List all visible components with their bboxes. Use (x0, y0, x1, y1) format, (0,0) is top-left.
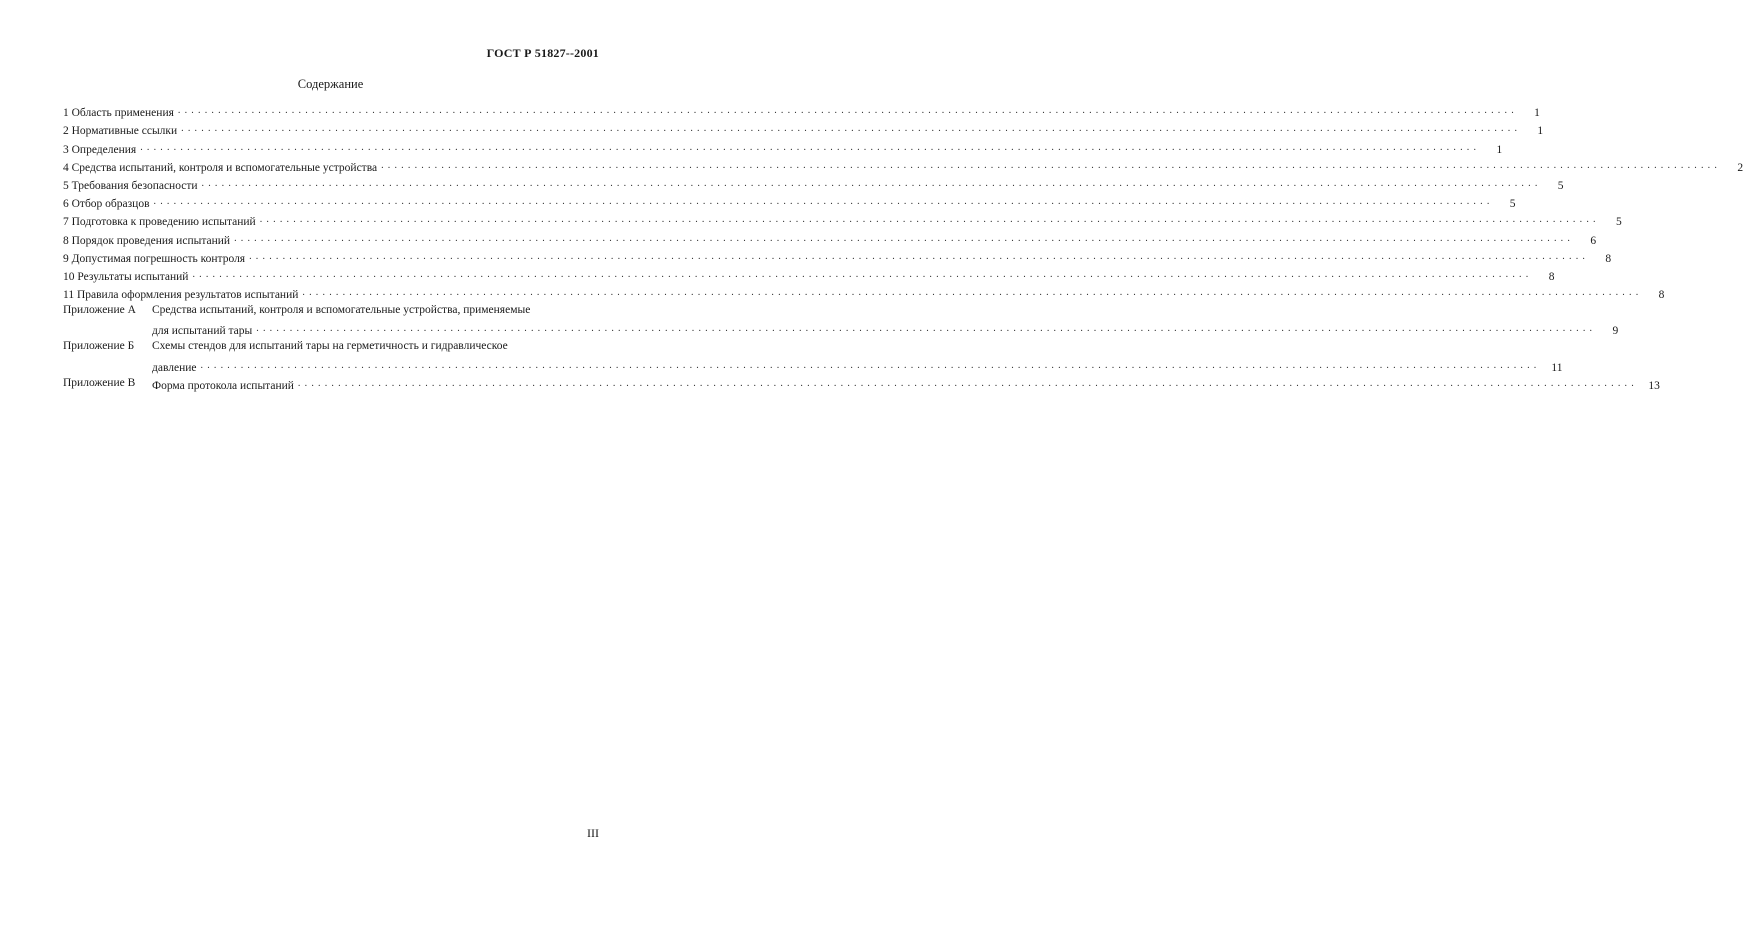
toc-entry[interactable] (63, 174, 1564, 192)
appendix-title-line2: давление (152, 361, 197, 374)
appendix-title-line1: Средства испытаний, контроля и вспомогательные устройства, применяемые (152, 304, 531, 317)
toc-entry-page: 9 (1612, 325, 1619, 338)
toc-appendix-b[interactable] (63, 337, 1563, 374)
toc-entry-label: 3 Определения (63, 143, 137, 156)
appendix-prefix: Приложение Б (63, 340, 135, 353)
toc-entry-page: 8 (1658, 289, 1665, 302)
dot-leader: ........................................................................................................................................................................................................ (177, 105, 1518, 117)
toc-entry-label: 6 Отбор образцов (63, 198, 150, 211)
page-number: III (587, 826, 599, 840)
document-header: ГОСТ Р 51827--2001 (486, 46, 599, 60)
toc-appendix-c[interactable] (63, 374, 1660, 392)
toc-entry[interactable] (63, 101, 1540, 120)
appendix-title-line1: Схемы стендов для испытаний тары на герметичность и гидравлическое (152, 340, 508, 353)
toc-entry[interactable] (63, 156, 1743, 174)
toc-entry-page: 1 (1496, 143, 1503, 156)
toc-entry-page: 6 (1590, 234, 1597, 247)
toc-entry[interactable] (63, 210, 1622, 229)
dot-leader: ........................................................................................................................................................................................................ (259, 214, 1600, 226)
toc-entry-page: 5 (1557, 179, 1564, 192)
appendix-prefix: Приложение В (63, 376, 136, 389)
toc-entry[interactable] (63, 137, 1503, 156)
toc-entry-page: 2 (1737, 161, 1743, 174)
appendix-prefix: Приложение А (63, 304, 136, 317)
toc-entry[interactable] (63, 192, 1516, 211)
dot-leader: ........................................................................................................................................................................................................ (201, 177, 1542, 189)
dot-leader: ........................................................................................................................................................................................................ (153, 196, 1494, 208)
dot-leader: ........................................................................................................................................................................................................ (192, 268, 1533, 280)
toc-entry-label: 8 Порядок проведения испытаний (63, 234, 231, 247)
toc-appendix-a[interactable] (63, 301, 1619, 338)
toc-entry-label: 11 Правила оформления результатов испытаний (63, 289, 299, 302)
toc-entry-page: 1 (1534, 107, 1540, 120)
toc-entry-page: 5 (1615, 216, 1622, 229)
toc-entry-page: 8 (1548, 270, 1555, 283)
toc-entry[interactable] (63, 247, 1612, 265)
dot-leader: ........................................................................................................................................................................................................ (140, 141, 1481, 153)
dot-leader: ........................................................................................................................................................................................................ (302, 287, 1643, 299)
dot-leader: ........................................................................................................................................................................................................ (249, 250, 1590, 262)
toc-entry-page: 11 (1551, 361, 1563, 374)
toc-entry-label: 4 Средства испытаний, контроля и вспомогательные устройства (63, 161, 378, 174)
appendix-title-line2: Форма протокола испытаний (152, 380, 294, 392)
toc-entry-page: 13 (1648, 380, 1660, 392)
toc-entry[interactable] (63, 283, 1665, 302)
toc-entry[interactable] (63, 228, 1597, 247)
toc-entry-label: 7 Подготовка к проведению испытаний (63, 216, 256, 229)
table-of-contents (63, 101, 1743, 392)
dot-leader: ........................................................................................................................................................................................................ (381, 159, 1722, 171)
dot-leader: ........................................................................................................................................................................................................ (200, 359, 1541, 371)
toc-entry[interactable] (63, 265, 1555, 283)
toc-title: Содержание (297, 77, 364, 91)
toc-entry-page: 5 (1509, 198, 1516, 211)
toc-entry-label: 10 Результаты испытаний (63, 270, 189, 283)
toc-entry-label: 9 Допустимая погрешность контроля (63, 252, 246, 265)
appendix-title-line2: для испытаний тары (152, 325, 253, 338)
dot-leader: ........................................................................................................................................................................................................ (181, 123, 1522, 135)
toc-entry-page: 1 (1537, 125, 1544, 138)
toc-entry[interactable] (63, 119, 1544, 138)
toc-entry-page: 8 (1605, 252, 1612, 265)
dot-leader: ........................................................................................................................................................................................................ (256, 323, 1597, 335)
dot-leader: ........................................................................................................................................................................................................ (234, 232, 1575, 244)
toc-entry-label: 2 Нормативные ссылки (63, 125, 178, 138)
toc-entry-label: 1 Область применения (63, 107, 174, 120)
dot-leader: ........................................................................................................................................................................................................ (297, 378, 1638, 389)
toc-entry-label: 5 Требования безопасности (63, 179, 198, 192)
